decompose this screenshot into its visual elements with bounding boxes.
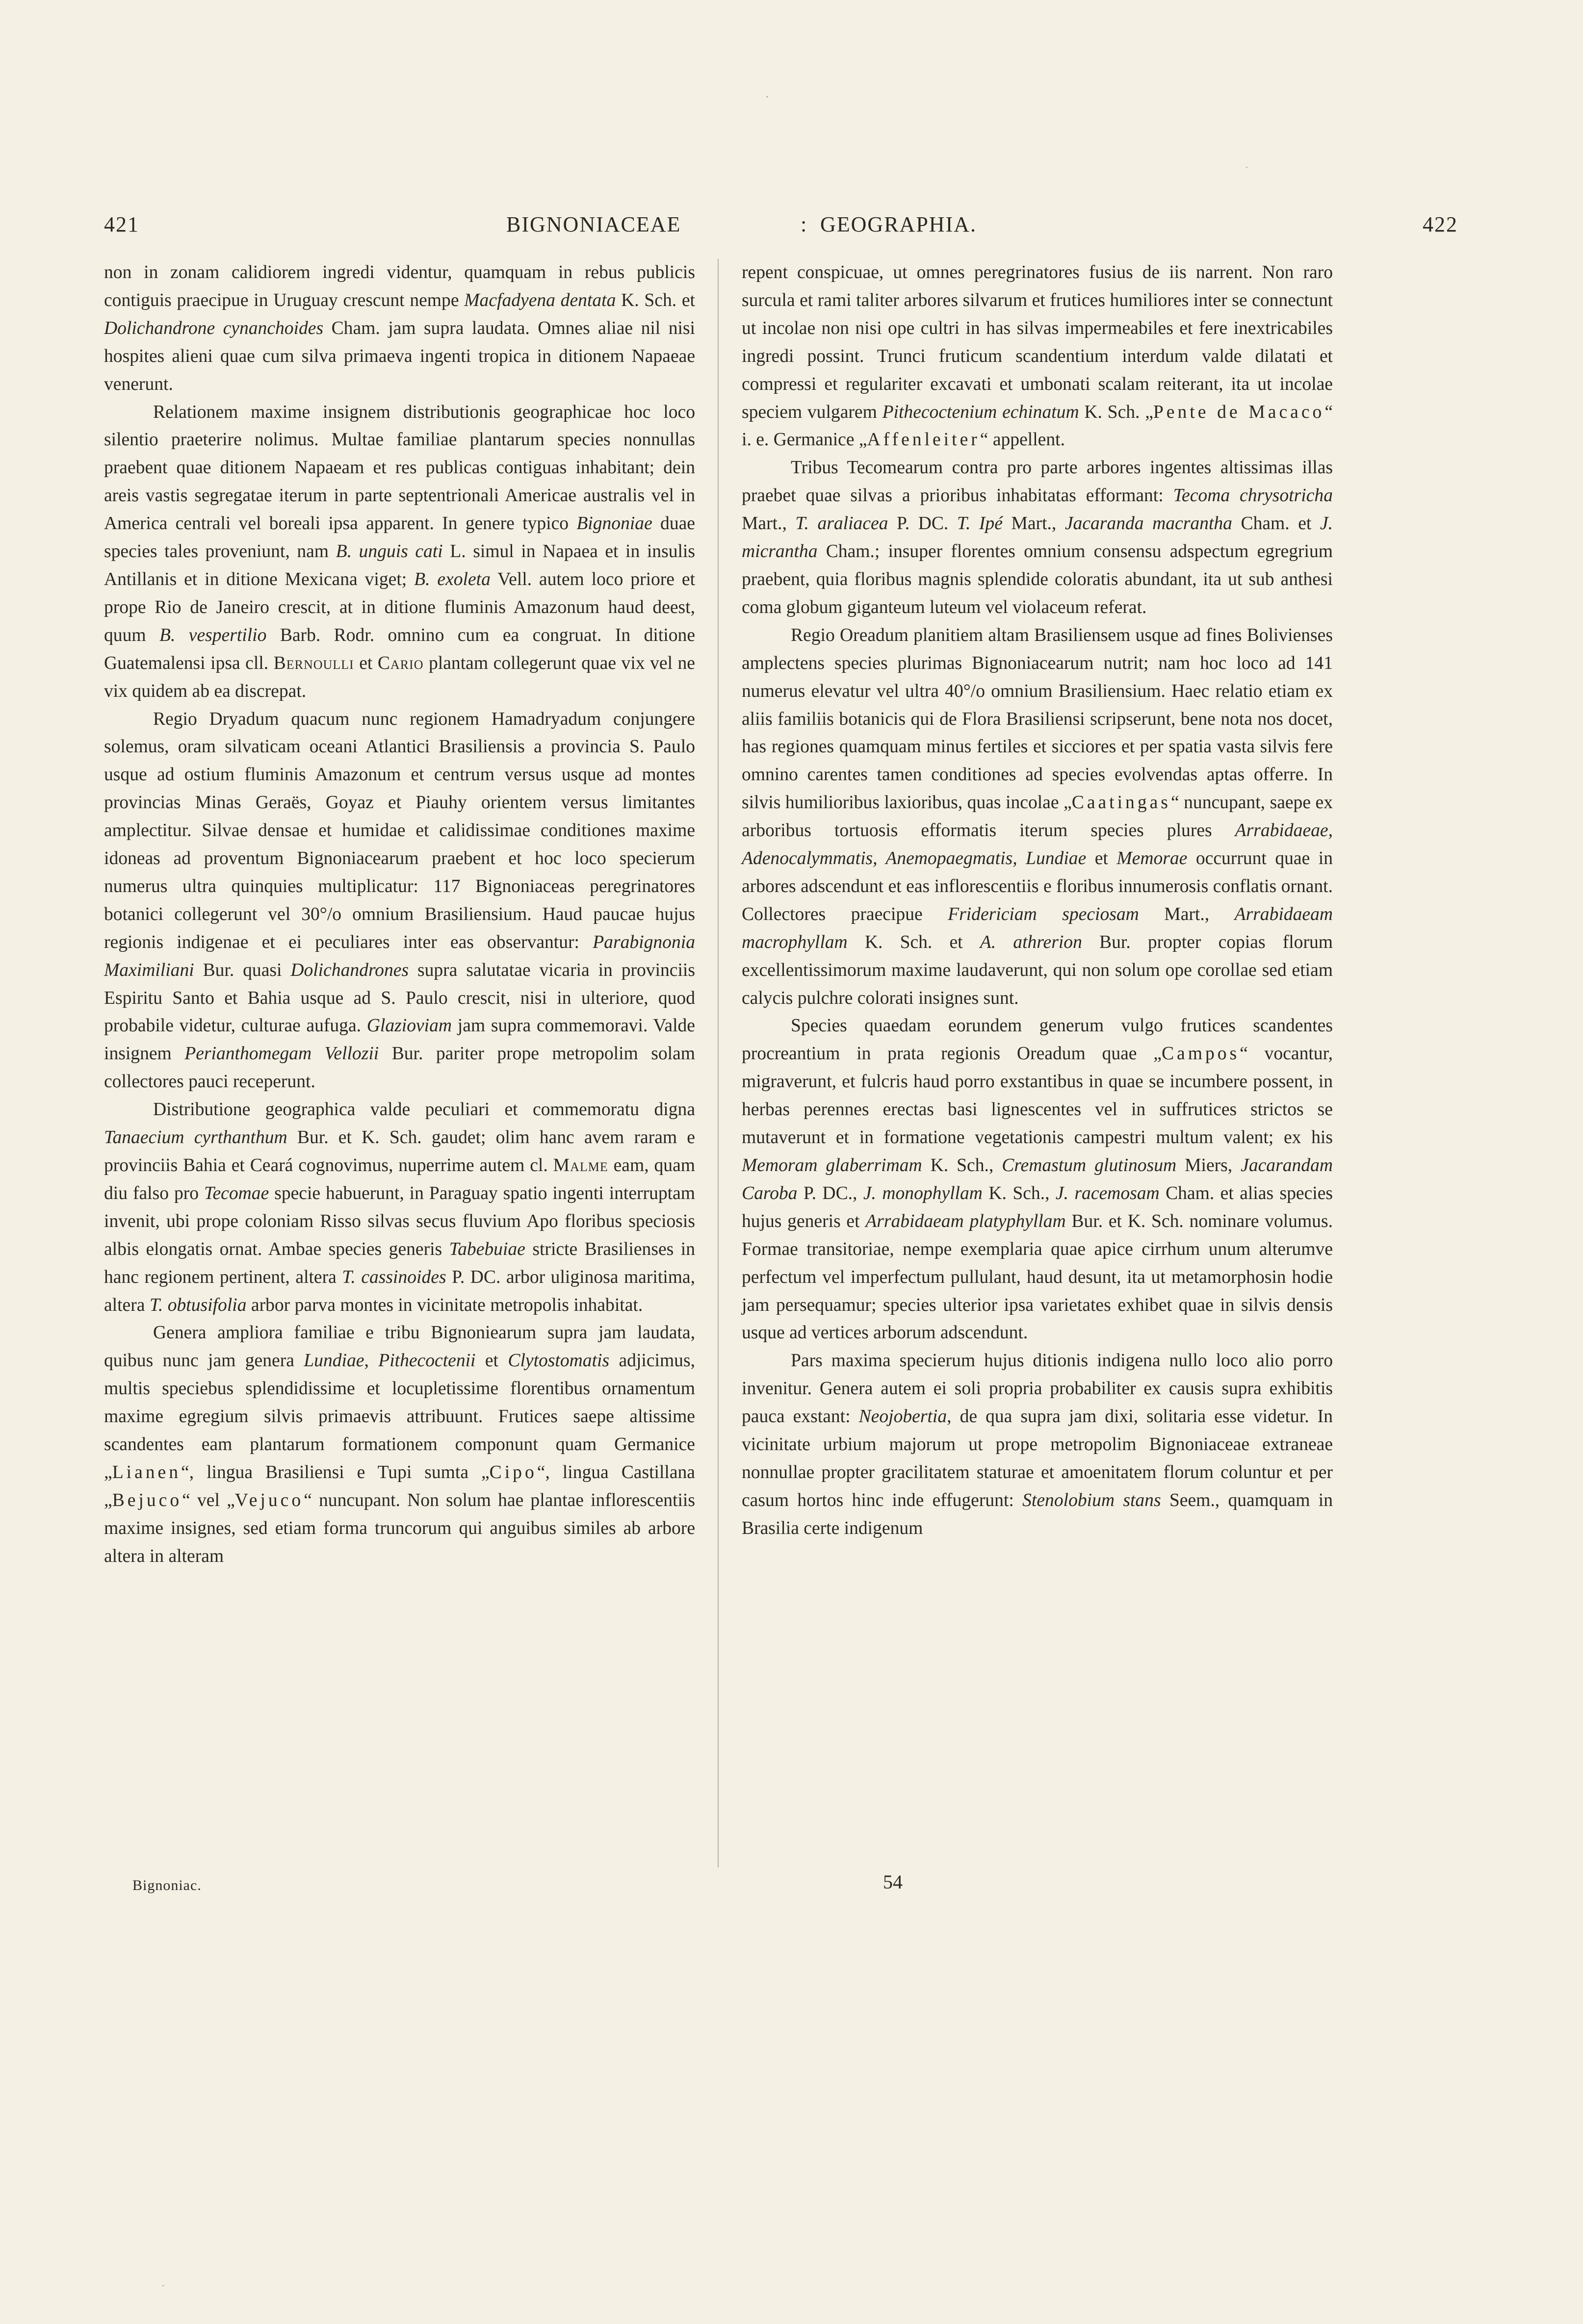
text-run: “ nuncupant, saepe ex arboribus tortuosis efformatis iterum species plures (742, 792, 1333, 841)
text-run: L. simul in Napaea et in insulis Antillanis et in ditione Mexicana viget; (104, 541, 695, 589)
text-run: P. DC., (797, 1183, 863, 1203)
paragraph (104, 1319, 695, 1570)
paragraph (104, 706, 695, 1097)
text-run: Vell. autem loco priore et prope Rio de Janeiro crescit, at in ditione fluminis Amazonum haud deest, quum (104, 569, 696, 645)
paper-speck (162, 2285, 164, 2286)
text-run: K. Sch. et (847, 932, 980, 952)
text-run: Regio Dryadum quacum nunc regionem Hamadryadum conjungere solemus, oram silvaticam oceani Atlantici Brasiliensis a provincia S. Paulo usque ad ostium fluminis Amazonum et centrum versus usque ad montes provincias Minas Geraës, Goyaz et Piauhy orientem versus limitantes amplectitur. Silvae densae et humidae et calidissimae conditiones maxime idoneas ad proventum Bignoniacearum praebent et hoc loco specierum numerus ultra quinquies multiplicatur: 117 Bignoniaceas peregrinatores botanici collegerunt vel 30°/o omnium Brasiliensium. Haud paucae hujus regionis indigenae et ei peculiares inter eas observantur: (104, 709, 695, 952)
person-name: Bernoulli (273, 653, 354, 673)
taxon-name: Memorae (1116, 848, 1188, 869)
text-run: Cham.; insuper florentes omnium consensu adspectum egregrium praebent, quia floribus magnis splendide coloratis abundant, ita ut sub anthesi coma globum giganteum luteum vel violaceum referat. (742, 541, 1333, 617)
text-run: Mart., (1002, 513, 1065, 534)
text-run: Bur. propter copias florum excellentissimorum maxime laudaverunt, qui non solum ope corollae sed etiam calycis pulchre colorati insignes sunt. (742, 932, 1333, 1008)
text-run: K. Sch. et (616, 290, 695, 310)
taxon-name: Arrabidaeam platyphyllam (865, 1211, 1066, 1231)
taxon-name: Tabebuiae (449, 1239, 525, 1259)
taxon-name: T. cassinoides (342, 1267, 446, 1287)
paper-speck (1246, 167, 1247, 168)
text-run: , (364, 1351, 379, 1371)
text-run: jam supra commemoravi. Valde insignem (104, 1016, 695, 1064)
taxon-name: Lundiae (304, 1351, 364, 1371)
person-name: Malme (553, 1155, 608, 1175)
taxon-name: B. unguis cati (336, 541, 443, 562)
text-run: Species quaedam eorundem generum vulgo frutices scandentes procreantium in prata regionis Oreadum quae „ (742, 1016, 1333, 1064)
vernacular-term: Lianen (112, 1462, 182, 1482)
vernacular-term: Affenleiter (867, 430, 980, 450)
taxon-name: Fridericiam speciosam (948, 904, 1139, 924)
text-run: duae species tales proveniunt, nam (104, 513, 695, 562)
right-column (742, 259, 1333, 1543)
taxon-name: B. vespertilio (159, 625, 267, 645)
taxon-name: J. micrantha (742, 513, 1333, 562)
text-run: “ i. e. Germanice „ (742, 402, 1333, 450)
text-run: P. DC. arbor uliginosa maritima, altera (104, 1267, 696, 1315)
taxon-name: Tecoma chrysotricha (1173, 485, 1333, 506)
text-run: Mart., (742, 513, 796, 534)
text-run: Seem., quamquam in Brasilia certe indigenum (742, 1490, 1333, 1538)
left-column (104, 259, 695, 1571)
vernacular-term: Cipo (489, 1462, 537, 1482)
paragraph (742, 259, 1333, 454)
text-run: K. Sch. „ (1079, 402, 1153, 422)
text-run: K. Sch., (922, 1155, 1002, 1175)
taxon-name: T. obtusifolia (149, 1295, 247, 1315)
text-run: P. DC. (888, 513, 957, 534)
paragraph (742, 454, 1333, 621)
text-run: “ vel „ (182, 1490, 235, 1510)
text-run: Distributione geographica valde peculiari et commemoratu digna (153, 1099, 695, 1120)
taxon-name: Jacarandam Caroba (742, 1155, 1333, 1203)
text-run: “, lingua Brasiliensi e Tupi sumta „ (181, 1462, 490, 1482)
taxon-name: Perianthomegam Vellozii (184, 1044, 379, 1064)
taxon-name: Arrabidaeae, Adenocalymmatis, Anemopaegmatis, Lundiae (742, 820, 1333, 869)
paragraph (104, 1096, 695, 1319)
text-run: supra salutatae vicaria in provinciis Espiritu Santo et Bahia usque ad S. Paulo crescit, nisi in ulteriore, quod probabile videtur, culturae aufuga. (104, 960, 695, 1036)
taxon-name: A. athrerion (980, 932, 1082, 952)
taxon-name: T. Ipé (957, 513, 1003, 534)
vernacular-term: Caatingas (1071, 792, 1171, 813)
paragraph (742, 1347, 1333, 1542)
text-run: adjicimus, multis speciebus splendidissime et locupletissime florentibus ornamentum maxime egregium silvis primaevis attribuunt. Frutices saepe altissime scandentes eam plantarum formationem componunt quam Germanice „ (104, 1351, 695, 1482)
text-run: occurrunt quae in arbores adscendunt et eas inflorescentiis e floribus innumerosis conflatis ornant. Collectores praecipue (742, 848, 1333, 924)
taxon-name: Jacaranda macrantha (1064, 513, 1232, 534)
text-run: Miers, (1176, 1155, 1241, 1175)
vernacular-term: Campos (1161, 1044, 1240, 1064)
paragraph (742, 1012, 1333, 1347)
text-run: et (1086, 848, 1117, 869)
text-run: et (354, 653, 378, 673)
paper-speck (766, 96, 768, 98)
text-run: arbor parva montes in vicinitate metropolis inhabitat. (246, 1295, 643, 1315)
page-number-right: 422 (1423, 212, 1458, 236)
taxon-name: Arrabidaeam macrophyllam (742, 904, 1333, 952)
taxon-name: Pithecoctenii (378, 1351, 476, 1371)
running-title-colon: : (801, 212, 808, 236)
text-run: “ nuncupant. Non solum hae plantae inflorescentiis maxime insignes, sed etiam forma truncorum qui anguibus similes ab arbore altera in alteram (104, 1490, 695, 1566)
text-run: Pars maxima specierum hujus ditionis indigena nullo loco alio porro invenitur. Genera autem ei soli propria probabiliter ex causis supra exhibitis pauca exstant: (742, 1351, 1333, 1427)
text-run: “ appellent. (980, 430, 1065, 450)
taxon-name: Macfadyena dentata (464, 290, 616, 310)
text-run: Relationem maxime insignem distributionis geographicae hoc loco silentio praeterire nolimus. Multae familiae plantarum species nonnullas praebent quae ditionem Napaeam et res publicas contiguas inhabitant; dein areis vastis segregatae iterum in parte septentrionali Americae australis vel in America centrali vel boreali ipsa apparent. In genere typico (104, 402, 695, 534)
taxon-name: J. monophyllam (863, 1183, 983, 1203)
column-divider (718, 259, 719, 1867)
taxon-name: Neojobertia (858, 1406, 947, 1427)
text-run: Bur. pariter prope metropolim solam collectores pauci receperunt. (104, 1044, 695, 1092)
taxon-name: Pithecoctenium echinatum (882, 402, 1079, 422)
taxon-name: Tecomae (204, 1183, 269, 1203)
text-run: Genera ampliora familiae e tribu Bignoniearum supra jam laudata, quibus nunc jam genera (104, 1323, 695, 1371)
taxon-name: Parabignonia Maximiliani (104, 932, 695, 980)
vernacular-term: Vejuco (234, 1490, 304, 1510)
taxon-name: T. araliacea (795, 513, 888, 534)
taxon-name: Dolichandrones (290, 960, 409, 980)
taxon-name: Clytostomatis (508, 1351, 610, 1371)
text-run: Regio Oreadum planitiem altam Brasiliensem usque ad fines Bolivienses amplectens species plurimas Bignoniacearum nutrit; nam hoc loco ad 141 numerus elevatur vel ultra 40°/o omnium Brasiliensium. Haec relatio etiam ex aliis familiis botanicis qui de Flora Brasiliensi scripserunt, bene nota nos docet, has regiones quamquam minus fertiles et sicciores et per spatia vasta silvis fere omnino carentes tamen conditiones ad species evolvendas aptas offerre. In silvis humilioribus laxioribus, quas incolae „ (742, 625, 1333, 813)
text-run: Mart., (1139, 904, 1235, 924)
page-number-left: 421 (104, 212, 139, 236)
text-run: specie habuerunt, in Paraguay spatio ingenti interruptam invenit, ubi prope coloniam Risso silvas secus fluvium Apo floribus speciosis albis elongatis ornat. Ambae species generis (104, 1183, 695, 1259)
taxon-name: Memoram glaberrimam (742, 1155, 922, 1175)
text-run: repent conspicuae, ut omnes peregrinatores fusius de iis narrent. Non raro surcula et rami taliter arbores silvarum et frutices humiliores inter se connectunt ut incolae non nisi ope cultri in has silvas impermeabiles et fere inextricabiles ingredi possint. Trunci fruticum scandentium interdum valde dilatati et compressi et regulariter excavati et umbonati scalam reiterant, ita ut incolae speciem vulgarem (742, 262, 1333, 422)
taxon-name: B. exoleta (414, 569, 491, 589)
text-run: eam, quam diu falso pro (104, 1155, 695, 1203)
text-run: “, lingua Castillana „ (104, 1462, 695, 1510)
running-title-left: BIGNONIACEAE (506, 212, 681, 236)
text-run: Cham. et (1232, 513, 1320, 534)
paragraph (742, 622, 1333, 1013)
text-run: Cham. jam supra laudata. Omnes aliae nil nisi hospites alieni quae cum silva primaeva ingenti tropica in ditionem Napaeae venerunt. (104, 318, 695, 394)
taxon-name: J. racemosam (1055, 1183, 1160, 1203)
taxon-name: Cremastum glutinosum (1002, 1155, 1177, 1175)
text-run: Bur. et K. Sch. nominare volumus. Formae transitoriae, nempe exemplaria quae apice cirrhum unum alterumve perfectum vel imperfectum pullulant, haud desunt, ita ut metamorphosin hodie jam persequamur; species ulterior ipsa varietates exhibet quae in silvis densis usque ad vertices arborum adscendunt. (742, 1211, 1333, 1343)
taxon-name: Stenolobium stans (1022, 1490, 1161, 1510)
text-run: stricte Brasilienses in hanc regionem pertinent, altera (104, 1239, 695, 1287)
text-run: non in zonam calidiorem ingredi videntur, quamquam in rebus publicis contiguis praecipue in Uruguay crescunt nempe (104, 262, 695, 310)
sheet-number: 54 (883, 1871, 903, 1893)
text-run: et (475, 1351, 508, 1371)
paragraph (104, 259, 695, 399)
signature-mark: Bignoniac. (132, 1877, 202, 1893)
text-run: , de qua supra jam dixi, solitaria esse videtur. In vicinitate urbium majorum ut prope metropolim Bignoniaceae extraneae nonnullae propter gracilitatem staturae et amoenitatem florum coluntur et per casum hortos hinc inde effugerunt: (742, 1406, 1333, 1510)
taxon-name: Dolichandrone cynanchoides (104, 318, 324, 338)
text-run: plantam collegerunt quae vix vel ne vix quidem ab ea discrepat. (104, 653, 695, 701)
text-run: Barb. Rodr. omnino cum ea congruat. In ditione Guatemalensi ipsa cll. (104, 625, 695, 673)
taxon-name: Tanaecium cyrthanthum (104, 1127, 287, 1148)
person-name: Cario (377, 653, 424, 673)
vernacular-term: Bejuco (112, 1490, 182, 1510)
text-run: Cham. et alias species hujus generis et (742, 1183, 1333, 1231)
running-header (104, 212, 1458, 241)
running-title-right: GEOGRAPHIA. (820, 212, 977, 236)
text-run: Tribus Tecomearum contra pro parte arbores ingentes altissimas illas praebet quae silvas a prioribus inhabitatas efformant: (742, 458, 1333, 506)
text-run: Bur. et K. Sch. gaudet; olim hanc avem raram e provinciis Bahia et Ceará cognovimus, nuperrime autem cl. (104, 1127, 695, 1175)
vernacular-term: Pente de Macaco (1153, 402, 1325, 422)
text-run: Bur. quasi (194, 960, 291, 980)
text-run: “ vocantur, migraverunt, et fulcris haud porro exstantibus in quae se incumbere possent, in herbas perennes erectas basi lignescentes vel in suffrutices strictos se mutaverunt et in formatione vegetationis campestri multum valent; ex his (742, 1044, 1333, 1148)
taxon-name: Glazioviam (366, 1016, 452, 1036)
text-run: K. Sch., (982, 1183, 1056, 1203)
taxon-name: Bignoniae (576, 513, 652, 534)
paragraph (104, 399, 695, 706)
